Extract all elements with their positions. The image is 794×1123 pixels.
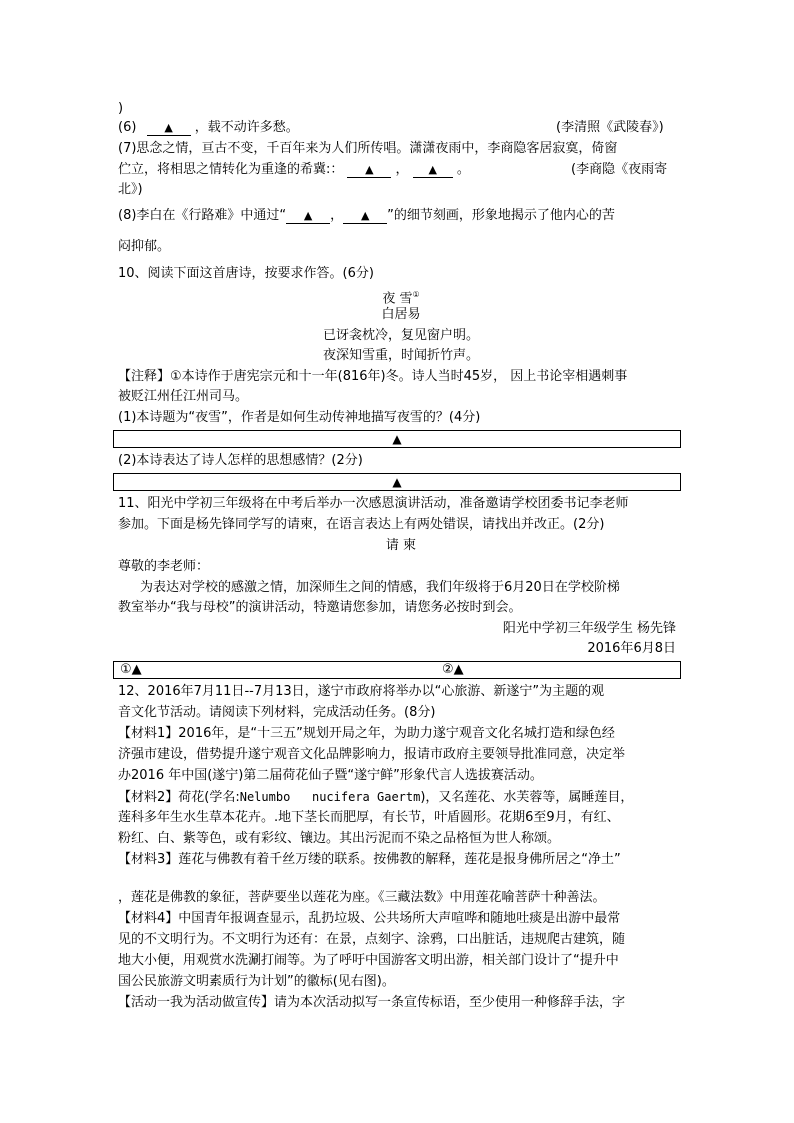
item6-number: (6): [118, 120, 137, 135]
item8-tail: ”的细节刻画，形象地揭示了他内心的苦: [387, 208, 615, 223]
invitation-date: 2016年6月8日: [587, 641, 676, 656]
material2-line3: 粉红、白、紫等色，或有彩纹、镶边。其出污泥而不染之品格恒为世人称颂。: [118, 831, 561, 846]
invitation-body-2: 教室举办“我与母校”的演讲活动，特邀请您参加，请您务必按时到会。: [118, 600, 522, 615]
poem-note-line1: 【注释】①本诗作于唐宪宗元和十一年(816年)冬。诗人当时45岁， 因上书论宰相遇刺事: [118, 369, 628, 384]
item8-answer-blank-1[interactable]: ▲: [286, 208, 330, 224]
item7-answer-blank-1[interactable]: ▲: [347, 162, 391, 178]
material4-line3: 地大小便，用观赏水洗涮打闹等。为了呼吁中国游客文明出游，相关部门设计了“提升中: [118, 953, 619, 968]
item6-line: [118, 119, 299, 137]
q10-sub2: (2)本诗表达了诗人怎样的思想感情？(2分): [118, 453, 363, 468]
item8-line2: 闷抑郁。: [118, 239, 171, 254]
q11-answer-1[interactable]: ①▲: [120, 662, 142, 677]
material4-line1: 【材料4】中国青年报调查显示，乱扔垃圾、公共场所大声喧哗和随地吐痰是出游中最常: [118, 911, 621, 926]
q12-line2: 音文化节活动。请阅读下列材料，完成活动任务。(8分): [118, 705, 436, 720]
item6-source: (李清照《武陵春》): [556, 120, 664, 135]
material3-line1: 【材料3】莲花与佛教有着千丝万缕的联系。按佛教的解释，莲花是报身佛所居之“净土”: [118, 852, 621, 867]
material2-line1: [118, 788, 633, 807]
poem-title-text: 夜 雪: [382, 291, 413, 307]
item6-text: ，载不动许多愁。: [194, 120, 299, 135]
item8-comma: ，: [330, 208, 344, 223]
item7-source-line2: 北》): [118, 182, 143, 197]
material4-line4: 国公民旅游文明素质行为计划”的徽标(见右图)。: [118, 974, 395, 989]
material4-line2: 见的不文明行为。不文明行为还有：在景，点刻字、涂鸦，口出脏话，违规爬古建筑，随: [118, 932, 626, 947]
poem-note-line2: 被贬江州任江州司马。: [118, 389, 249, 404]
q11-answer-2[interactable]: ②▲: [442, 662, 464, 677]
poem-author: 白居易: [381, 307, 421, 322]
item7-source-line1: (李商隐《夜雨寄: [571, 162, 668, 177]
material1-line3: 办2016 年中国(遂宁)第二届荷花仙子暨“遂宁鲜”形象代言人选拔赛活动。: [118, 768, 543, 783]
q10-answer-box-2[interactable]: ▲: [113, 473, 681, 491]
q10-title: 10、阅读下面这首唐诗，按要求作答。(6分): [118, 266, 374, 281]
q11-answer-box[interactable]: [113, 661, 681, 679]
item8-answer-blank-2[interactable]: ▲: [343, 208, 387, 224]
q11-line1: 11、阳光中学初三年级将在中考后举办一次感恩演讲活动，准备邀请学校团委书记李老师: [118, 496, 629, 511]
material2-latin-name: Nelumbo nucifera Gaertm: [239, 790, 421, 804]
q10-answer-box-1[interactable]: ▲: [113, 430, 681, 448]
material1-line1: 【材料1】2016年，是“十三五”规划开局之年，为助力遂宁观音文化名城打造和绿色经: [118, 726, 615, 741]
material2-prefix: 【材料2】荷花(学名:: [118, 790, 240, 805]
invitation-title: 请 柬: [385, 538, 417, 553]
item7-end: 。: [456, 162, 470, 177]
material3-line2: ，莲花是佛教的象征，菩萨要坐以莲花为座。《三藏法数》中用莲花喻菩萨十种善法。: [118, 890, 606, 905]
poem-line-2: 夜深知雪重，时闻折竹声。: [322, 348, 479, 363]
q10-sub1: (1)本诗题为“夜雪”，作者是如何生动传神地描写夜雪的？(4分): [118, 410, 481, 425]
material2-suffix: )，又名莲花、水芙蓉等，属睡莲目，: [420, 790, 634, 805]
poem-title: [118, 286, 684, 308]
q11-line2: 参加。下面是杨先锋同学写的请柬，在语言表达上有两处错误，请找出并改正。(2分): [118, 517, 605, 532]
poem-note-mark: ①: [412, 290, 420, 299]
q12-line1: 12、2016年7月11日--7月13日，遂宁市政府将举办以“心旅游、新遂宁”为主题的观: [118, 684, 605, 699]
item7-prompt: 伫立，将相思之情转化为重逢的希冀:：: [118, 162, 344, 177]
activity-one: 【活动一我为活动做宣传】请为本次活动拟写一条宣传标语，至少使用一种修辞手法，字: [118, 995, 626, 1010]
item7-line1: (7)思念之情，亘古不变，千百年来为人们所传唱。潇潇夜雨中，李商隐客居寂寞，倚窗: [118, 141, 618, 156]
material1-line2: 济强市建设，借势提升遂宁观音文化品牌影响力，报请市政府主要领导批准同意，决定举: [118, 747, 626, 762]
item7-line2: [118, 161, 470, 179]
item6-answer-blank[interactable]: ▲: [147, 120, 191, 136]
item8-prompt: (8)李白在《行路难》中通过“: [118, 208, 287, 223]
invitation-signature: 阳光中学初三年级学生 杨先锋: [502, 621, 676, 636]
item7-comma: ，: [395, 162, 409, 177]
item8-line1: [118, 207, 615, 225]
invitation-body-1: 为表达对学校的感激之情，加深师生之间的情感，我们年级将于6月20日在学校阶梯: [140, 580, 620, 595]
item7-answer-blank-2[interactable]: ▲: [413, 162, 453, 178]
paren-close: ): [118, 101, 124, 116]
poem-line-1: 已讶衾枕冷，复见窗户明。: [322, 328, 479, 343]
invitation-salutation: 尊敬的李老师：: [118, 559, 210, 574]
material2-line2: 莲科多年生水生草本花卉。.地下茎长而肥厚，有长节，叶盾圆形。花期6至9月，有红、: [118, 810, 620, 825]
